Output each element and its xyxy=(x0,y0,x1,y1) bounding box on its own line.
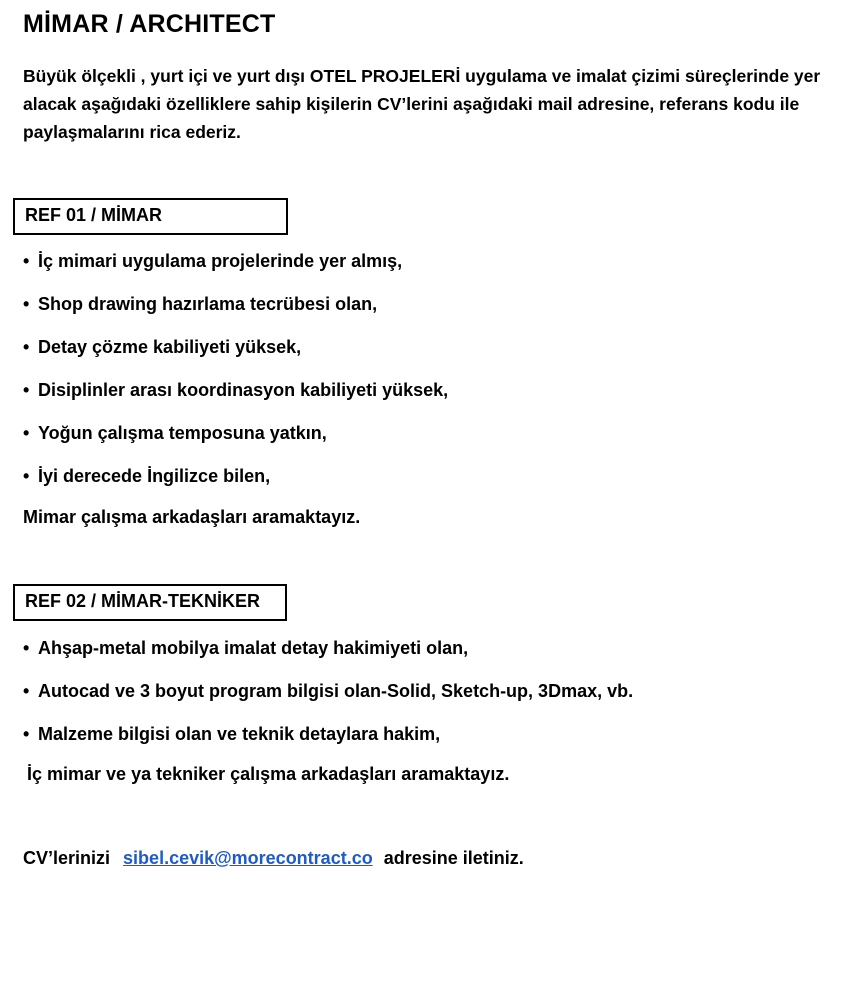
ref-01-heading-box xyxy=(13,198,288,235)
ref-01-heading: REF 01 / MİMAR xyxy=(25,205,163,225)
contact-suffix: adresine iletiniz. xyxy=(383,848,524,868)
list-item: • Malzeme bilgisi olan ve teknik detaylara hakim, xyxy=(23,724,441,744)
contact-line xyxy=(23,848,524,869)
ref-01-closing: Mimar çalışma arkadaşları aramaktayız. xyxy=(23,507,361,527)
list-item: • Autocad ve 3 boyut program bilgisi olan-Solid, Sketch-up, 3Dmax, vb. xyxy=(23,681,634,701)
email-link[interactable]: sibel.cevik@morecontract.co xyxy=(123,848,373,868)
ref-01-requirements xyxy=(23,249,448,507)
bullet-icon: • xyxy=(23,423,30,443)
bullet-icon: • xyxy=(23,294,30,314)
page-title: MİMAR / ARCHITECT xyxy=(23,10,276,38)
list-item: • Disiplinler arası koordinasyon kabiliyeti yüksek, xyxy=(23,380,449,400)
bullet-icon: • xyxy=(23,724,30,744)
list-item: • İç mimari uygulama projelerinde yer almış, xyxy=(23,251,403,271)
bullet-icon: • xyxy=(23,380,30,400)
list-item: • İyi derecede İngilizce bilen, xyxy=(23,466,271,486)
bullet-icon: • xyxy=(23,251,30,271)
ref-02-heading: REF 02 / MİMAR-TEKNİKER xyxy=(25,591,261,611)
ref-02-heading-box xyxy=(13,584,287,621)
list-item: • Yoğun çalışma temposuna yatkın, xyxy=(23,423,327,443)
contact-prefix: CV’lerinizi xyxy=(23,848,111,868)
list-item: • Ahşap-metal mobilya imalat detay hakimiyeti olan, xyxy=(23,638,469,658)
bullet-icon: • xyxy=(23,681,30,701)
bullet-icon: • xyxy=(23,638,30,658)
ref-02-closing: İç mimar ve ya tekniker çalışma arkadaşları aramaktayız. xyxy=(27,764,510,784)
ref-02-requirements xyxy=(23,636,633,765)
bullet-icon: • xyxy=(23,466,30,486)
bullet-icon: • xyxy=(23,337,30,357)
list-item: • Detay çözme kabiliyeti yüksek, xyxy=(23,337,302,357)
list-item: • Shop drawing hazırlama tecrübesi olan, xyxy=(23,294,378,314)
intro-paragraph: Büyük ölçekli , yurt içi ve yurt dışı OTEL PROJELERİ uygulama ve imalat çizimi süreçlerinde yer alacak aşağıdaki özelliklere sahip kişilerin CV’lerini aşağıdaki mail adresine, referans kodu ile paylaşmalarını rica ederiz. xyxy=(23,66,821,142)
